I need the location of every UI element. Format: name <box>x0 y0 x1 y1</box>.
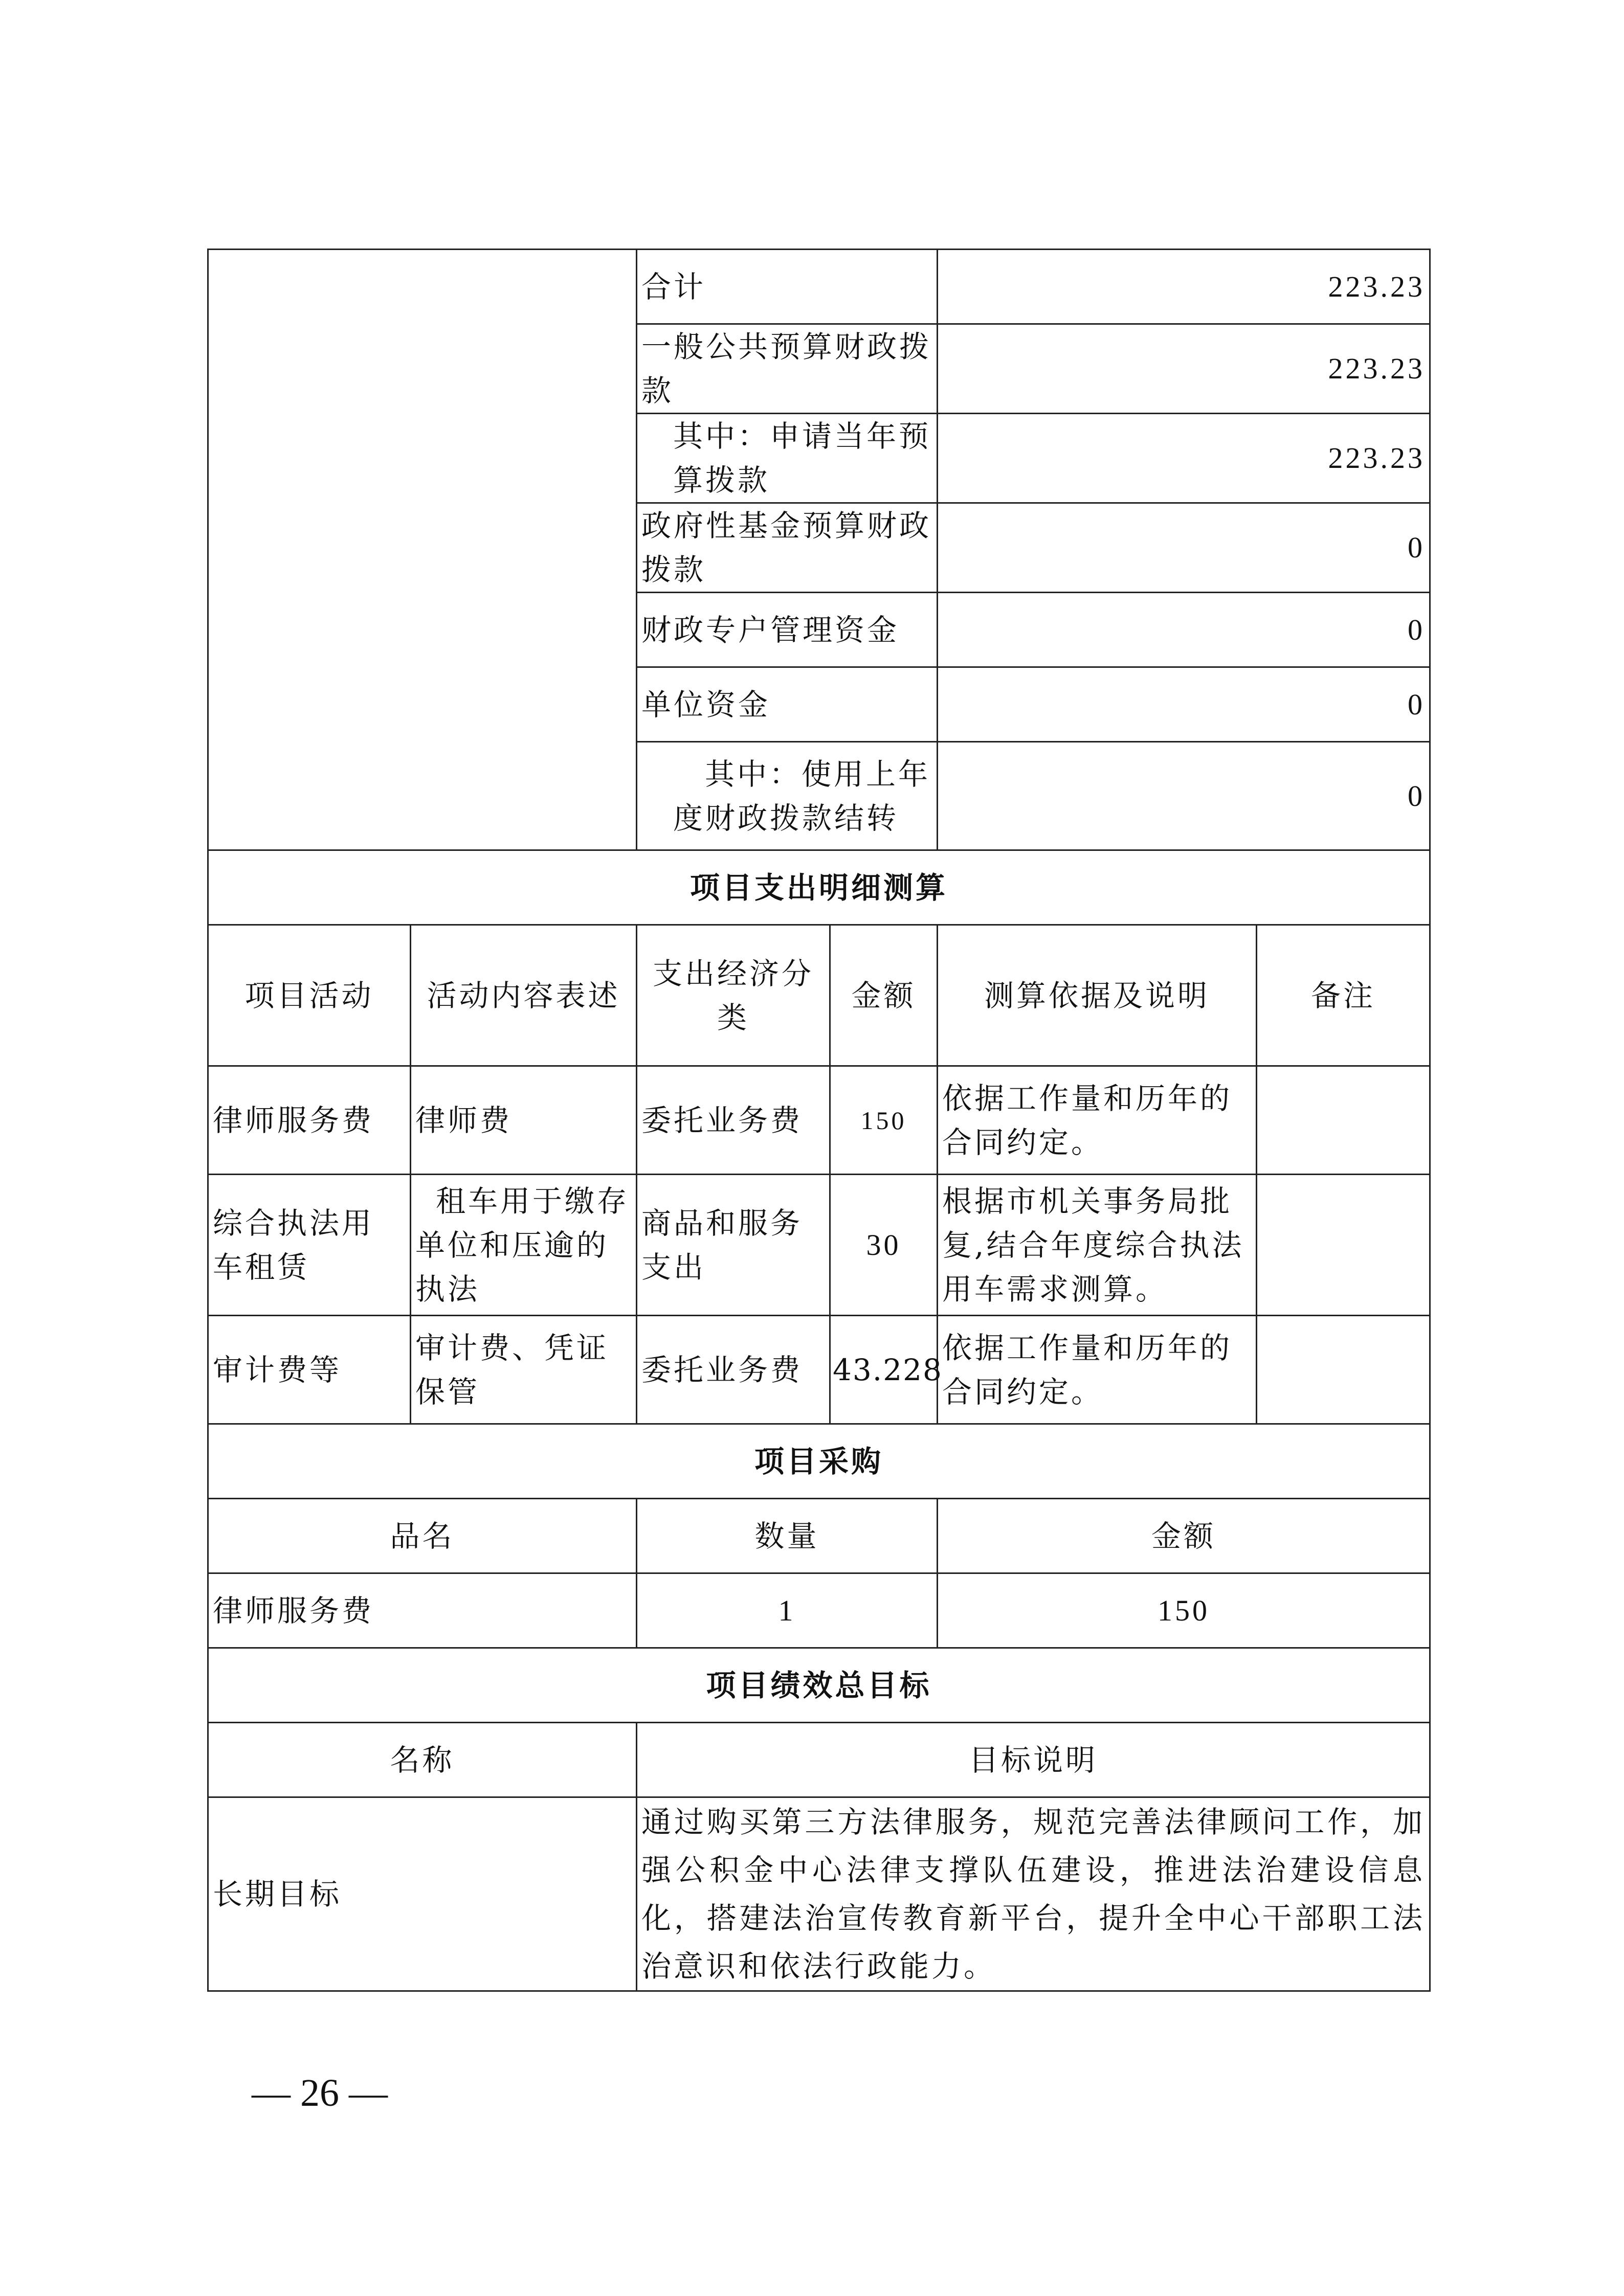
detail-content: 审计费、凭证保管 <box>411 1316 637 1424</box>
procurement-qty: 1 <box>637 1573 938 1648</box>
detail-activity: 综合执法用车租赁 <box>208 1175 411 1316</box>
detail-header: 活动内容表述 <box>411 925 637 1066</box>
detail-header: 备注 <box>1257 925 1430 1066</box>
funding-label: 财政专户管理资金 <box>637 593 938 667</box>
table-row <box>208 1797 1430 1991</box>
detail-basis: 根据市机关事务局批复,结合年度综合执法用车需求测算。 <box>938 1175 1257 1316</box>
page-number: — 26 — <box>252 2072 388 2114</box>
detail-header: 金额 <box>830 925 938 1066</box>
section-title-detail: 项目支出明细测算 <box>208 850 1430 925</box>
procurement-header: 品名 <box>208 1499 637 1573</box>
performance-name: 长期目标 <box>208 1797 637 1991</box>
section-title-performance: 项目绩效总目标 <box>208 1648 1430 1723</box>
funding-value: 0 <box>938 503 1430 593</box>
performance-header: 目标说明 <box>637 1723 1430 1797</box>
funding-label: 其中：申请当年预算拨款 <box>637 414 938 503</box>
detail-header: 支出经济分类 <box>637 925 830 1066</box>
funding-value: 0 <box>938 593 1430 667</box>
procurement-name: 律师服务费 <box>208 1573 637 1648</box>
detail-basis: 依据工作量和历年的合同约定。 <box>938 1316 1257 1424</box>
detail-note <box>1257 1316 1430 1424</box>
detail-header: 测算依据及说明 <box>938 925 1257 1066</box>
performance-header: 名称 <box>208 1723 637 1797</box>
procurement-header: 数量 <box>637 1499 938 1573</box>
section-title-procurement: 项目采购 <box>208 1424 1430 1499</box>
detail-header: 项目活动 <box>208 925 411 1066</box>
table-row <box>208 1175 1430 1316</box>
detail-amount: 30 <box>830 1175 938 1316</box>
funding-value: 223.23 <box>938 414 1430 503</box>
procurement-header: 金额 <box>938 1499 1430 1573</box>
budget-table <box>207 249 1431 1992</box>
table-row <box>208 1316 1430 1424</box>
detail-category: 委托业务费 <box>637 1066 830 1175</box>
procurement-amount: 150 <box>938 1573 1430 1648</box>
funding-value: 0 <box>938 667 1430 742</box>
table-row <box>208 1066 1430 1175</box>
detail-category: 委托业务费 <box>637 1316 830 1424</box>
detail-activity: 审计费等 <box>208 1316 411 1424</box>
detail-basis: 依据工作量和历年的合同约定。 <box>938 1066 1257 1175</box>
performance-desc: 通过购买第三方法律服务，规范完善法律顾问工作，加强公积金中心法律支撑队伍建设，推进法治建设信息化，搭建法治宣传教育新平台，提升全中心干部职工法治意识和依法行政能力。 <box>637 1797 1430 1991</box>
detail-content: 律师费 <box>411 1066 637 1175</box>
detail-note <box>1257 1175 1430 1316</box>
funding-value: 223.23 <box>938 324 1430 414</box>
detail-activity: 律师服务费 <box>208 1066 411 1175</box>
detail-note <box>1257 1066 1430 1175</box>
funding-label: 政府性基金预算财政拨款 <box>637 503 938 593</box>
funding-label: 一般公共预算财政拨款 <box>637 324 938 414</box>
detail-content: 租车用于缴存单位和压逾的执法 <box>411 1175 637 1316</box>
detail-amount: 43.228 <box>830 1316 938 1424</box>
funding-label: 合计 <box>637 250 938 324</box>
funding-value: 0 <box>938 742 1430 850</box>
funding-blank-cell <box>208 250 637 850</box>
detail-category: 商品和服务支出 <box>637 1175 830 1316</box>
funding-label: 单位资金 <box>637 667 938 742</box>
table-row <box>208 1573 1430 1648</box>
funding-value: 223.23 <box>938 250 1430 324</box>
detail-amount: 150 <box>830 1066 938 1175</box>
funding-label: 其中：使用上年度财政拨款结转 <box>637 742 938 850</box>
